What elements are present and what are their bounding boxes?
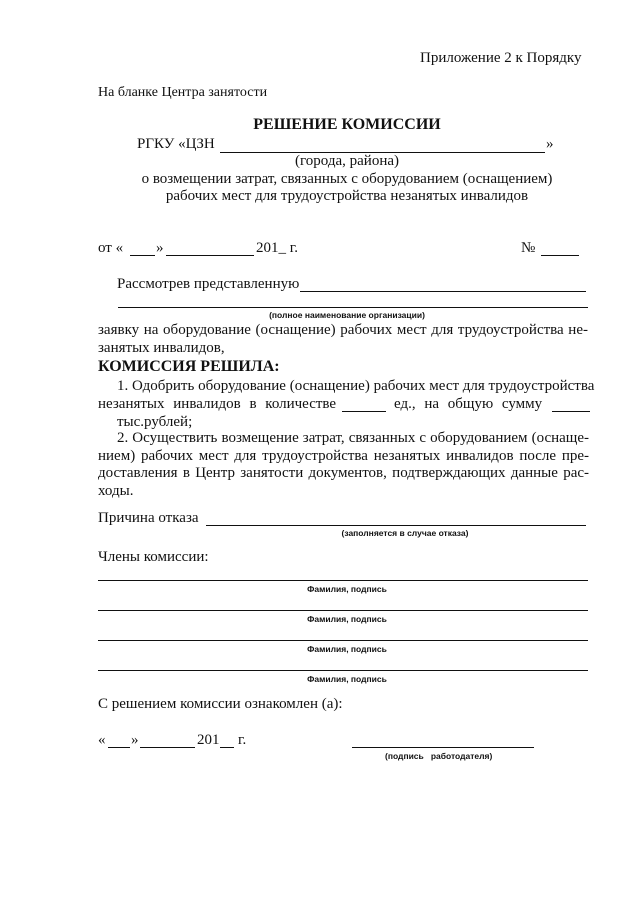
city-hint: (города, района) [295,153,399,169]
org-caption: (полное наименование организации) [269,310,425,320]
org-line-2[interactable] [118,307,588,308]
month-line[interactable] [166,255,254,256]
review-line-1: заявку на оборудование (оснащение) рабочих мест для трудоустройства не- [98,322,588,338]
member-signature-line[interactable] [98,670,588,671]
appendix-note: Приложение 2 к Порядку [420,50,582,66]
member-signature-line[interactable] [98,640,588,641]
refusal-label: Причина отказа [98,510,199,526]
member-signature-line[interactable] [98,610,588,611]
item2-line-2: нием) рабочих мест для трудоустройства незанятых инвалидов после пре- [98,448,589,464]
number-line[interactable] [541,255,579,256]
ack-quote-close: » [131,732,139,748]
ack-day-line[interactable] [108,747,130,748]
document-title: РЕШЕНИЕ КОМИССИИ [253,116,441,133]
employer-signature-line[interactable] [352,747,534,748]
ack-year: 201 [197,732,220,748]
member-caption: Фамилия, подпись [307,584,387,594]
ack-quote-open: « [98,732,106,748]
acknowledge-label: С решением комиссии ознакомлен (а): [98,696,343,712]
letterhead-note: На бланке Центра занятости [98,85,268,100]
quantity-line[interactable] [342,411,386,412]
employer-signature-caption: (подпись работодателя) [385,751,493,761]
ack-year-line[interactable] [220,747,234,748]
org-suffix: » [546,136,554,152]
item1-line-2a: незанятых инвалидов в количестве [98,396,337,412]
member-signature-line[interactable] [98,580,588,581]
member-caption: Фамилия, подпись [307,644,387,654]
decision-heading: КОМИССИЯ РЕШИЛА: [98,358,280,375]
number-label: № [521,240,536,256]
amount-line[interactable] [552,411,590,412]
item1-line-2b: ед., на общую сумму [394,396,543,412]
members-label: Члены комиссии: [98,549,209,565]
review-label: Рассмотрев представленную [117,276,300,292]
refusal-caption: (заполняется в случае отказа) [341,528,469,538]
day-line[interactable] [130,255,155,256]
refusal-line[interactable] [206,525,586,526]
subject-line-2: рабочих мест для трудоустройства незанятых инвалидов [165,188,529,204]
member-caption: Фамилия, подпись [307,614,387,624]
ack-year-suffix: г. [238,732,247,748]
subject-line-1: о возмещении затрат, связанных с оборудованием (оснащением) [141,171,553,187]
item2-line-1: 2. Осуществить возмещение затрат, связанных с оборудованием (оснаще- [117,430,589,446]
review-line-2: занятых инвалидов, [98,340,225,356]
date-from-label: от « [98,240,124,256]
date-quote-close: » [156,240,164,256]
org-prefix: РГКУ «ЦЗН [137,136,215,152]
ack-month-line[interactable] [140,747,195,748]
item1-line-1: 1. Одобрить оборудование (оснащение) рабочих мест для трудоустройства [117,378,595,394]
member-caption: Фамилия, подпись [307,674,387,684]
item1-line-3: тыс.рублей; [117,414,193,430]
item2-line-4: ходы. [98,483,134,499]
org-line-1[interactable] [300,291,586,292]
date-year: 201_ г. [256,240,298,256]
item2-line-3: доставления в Центр занятости документов, подтверждающих данные рас- [98,465,589,481]
